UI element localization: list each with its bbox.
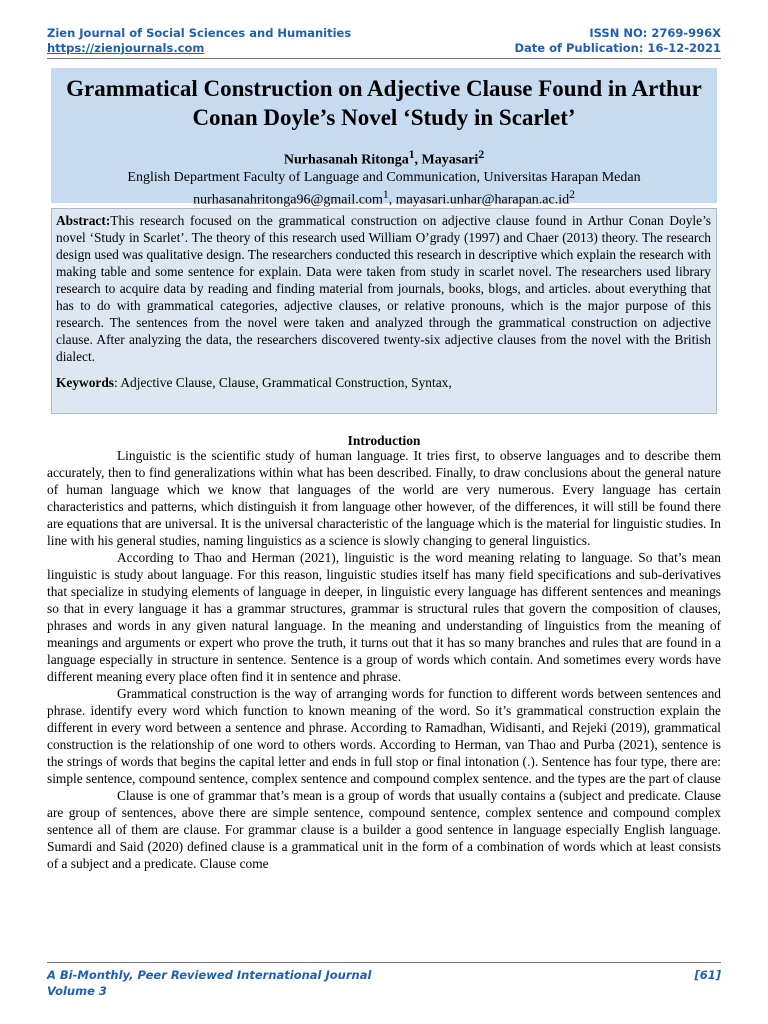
email-marker: 2	[569, 187, 575, 201]
email-line	[51, 186, 717, 209]
header-left	[47, 26, 351, 56]
author-line	[51, 146, 717, 169]
title-block	[51, 68, 717, 208]
body-paragraph: According to Thao and Herman (2021), linguistic is the word meaning relating to language. So that’s mean linguistic is study about language. For this reason, linguistic studies itself has many field specifications and sub-derivatives that specialize in studying elements of language in deeper, in linguistic every language has different sentences and meanings so that in every language it has a grammar structures, grammar is structural rules that govern the composition of clauses, phrases and words in any given natural language. In the meaning and understanding of linguistics from the meaning of meanings and arguments or expert who prove the truth, it turns out that it has so many branches and rules that are found in a language especially in structure in sentence. Sentence is a group of words which contain. And sometimes every words have different meaning every place often find it in sentence and phrase.	[47, 550, 721, 684]
journal-name: Zien Journal of Social Sciences and Humanities	[47, 26, 352, 40]
header-rule	[47, 58, 721, 59]
page-number: [61]	[694, 968, 721, 982]
paper-title: Grammatical Construction on Adjective Clause Found in Arthur Conan Doyle’s Novel ‘Study in Scarlet’	[66, 76, 702, 130]
author-separator: ,	[414, 152, 422, 168]
section-heading-introduction: Introduction	[347, 433, 421, 448]
author-name: Nurhasanah Ritonga	[283, 152, 409, 168]
abstract-block	[51, 208, 717, 414]
body-paragraph: Grammatical construction is the way of arranging words for function to different words between sentences and phrase. identify every word which function to known meaning of the word. So it’s grammatical construction explain the different in every word between a sentence and phrase. According to Ramadhan, Widisanti, and Rejeki (2019), grammatical construction is the relationship of one word to others words. According to Herman, van Thao and Purba (2021), sentence is the strings of words that begins the capital letter and ends in full stop or final intonation (.). Sentence has four type, there are: simple sentence, compound sentence, complex sentence and compound complex sentence. and the types are the part of clause	[47, 686, 721, 786]
author-email: nurhasanahritonga96@gmail.com	[193, 192, 383, 208]
email-separator: ,	[388, 192, 396, 208]
issn: ISSN NO: 2769-996X	[589, 26, 721, 40]
publication-date: Date of Publication: 16-12-2021	[514, 41, 721, 55]
keywords-text: : Adjective Clause, Clause, Grammatical Construction, Syntax,	[114, 375, 452, 390]
author-affil-marker: 2	[478, 148, 485, 161]
email-marker: 1	[382, 187, 389, 201]
author-name: Mayasari	[421, 152, 479, 168]
journal-type: A Bi-Monthly, Peer Reviewed International Journal	[47, 968, 372, 982]
body-paragraph: Clause is one of grammar that’s mean is a group of words that usually contains a (subject and predicate. Clause are group of sentences, above there are simple sentence, compound sentence, complex sentence and compound complex sentence all of them are clause. For grammar clause is a builder a good sentence in language especially English language. Sumardi and Said (2020) defined clause is a grammatical unit in the form of a combination of words which at least consists of a subject and a predicate. Clause come	[47, 788, 721, 871]
author-email: mayasari.unhar@harapan.ac.id	[395, 192, 570, 208]
keywords-label: Keywords	[56, 375, 115, 390]
journal-url-link[interactable]: https://zienjournals.com	[47, 41, 205, 55]
volume: Volume 3	[47, 984, 107, 998]
affiliation: English Department Faculty of Language and Communication, Universitas Harapan Medan	[127, 169, 641, 185]
header-right	[514, 26, 721, 56]
introduction-body	[47, 447, 721, 872]
abstract-label: Abstract:	[56, 213, 111, 228]
keywords	[56, 374, 711, 391]
footer-left	[47, 967, 371, 999]
footer-rule	[47, 962, 721, 963]
abstract-text: This research focused on the grammatical construction on adjective clause found in Arthur Conan Doyle’s novel ‘Study in Scarlet’. The theory of this research used William O’grady (1997) and Chaer (2013) theory. The research design used was qualitative design. The researchers conducted this research in descriptive which explain the research with making table and some sentence for explain. Data were taken from study in scarlet novel. The researchers used library research to acquire data by reading and finding material from journals, books, blogs, and articles. about everything that has to do with grammatical categories, adjective clauses, or relative pronouns, which is the major purpose of this research. The sentences from the novel were taken and analyzed through the grammatical construction on adjective clause. After analyzing the data, the researchers discovered twenty-six adjective clauses from the novel with the British dialect.	[56, 213, 711, 364]
abstract	[56, 212, 711, 365]
author-affil-marker: 1	[408, 148, 415, 161]
body-paragraph: Linguistic is the scientific study of human language. It tries first, to observe languages and to describe them accurately, then to find generalizations within what has been described. Finally, to draw conclusions about the general nature of human language which we know that languages of the world are very numerous. Every language has certain characteristics and patterns, which distinguish it from language other however, of the differences, it will still be found there are equations that are universal. It is the universal characteristic of the language which is the material for linguistic studies. In line with his general studies, naming linguistics as a science is slowly changing to general linguistics.	[47, 448, 721, 548]
